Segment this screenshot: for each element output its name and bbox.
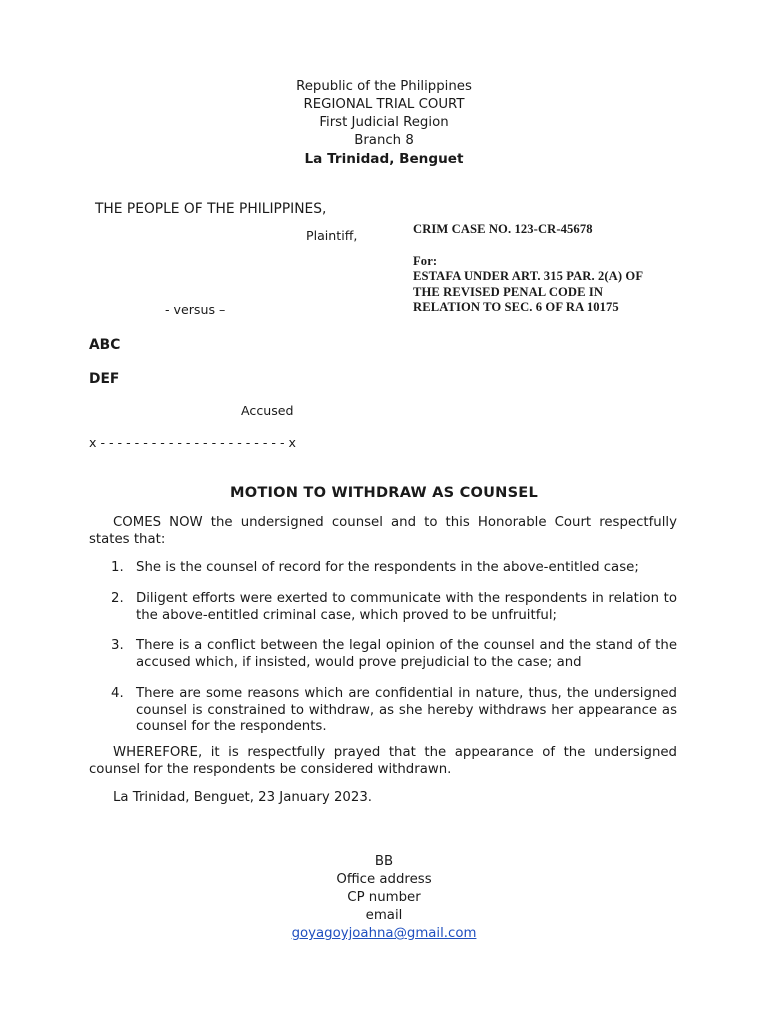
phone-number: CP number [347,890,421,905]
court-name: REGIONAL TRIAL COURT [303,97,465,112]
signatory-name: BB [374,854,394,869]
prayer-paragraph [89,745,677,778]
court-location: La Trinidad, Benguet [304,151,464,167]
offense-line: RELATION TO SEC. 6 OF RA 10175 [413,300,619,314]
date-line: La Trinidad, Benguet, 23 January 2023. [113,790,373,805]
accused-role: Accused [241,403,294,418]
list-item-number: 2. [111,591,124,606]
list-item-number: 1. [111,560,124,575]
versus-label: - versus – [165,302,226,317]
email-link[interactable]: goyagoyjoahna@gmail.com [291,926,477,941]
accused-name-1: ABC [89,337,121,353]
list-item-number: 3. [111,638,124,653]
office-address: Office address [336,872,432,887]
motion-title: MOTION TO WITHDRAW AS COUNSEL [230,484,538,501]
accused-name-2: DEF [89,371,120,387]
email-label: email [365,908,403,923]
list-item-number: 4. [111,686,124,701]
list-item-text: Diligent efforts were exerted to communicate with the respondents in relation to the above-entitled criminal case, which proved to be unfruitful; [136,591,677,623]
intro-paragraph [89,515,677,548]
branch: Branch 8 [354,133,414,148]
plaintiff-role: Plaintiff, [306,228,358,243]
list-item-text: There is a conflict between the legal opinion of the counsel and the stand of the accused which, if insisted, would prove prejudicial to the case; and [136,638,677,670]
republic-line: Republic of the Philippines [296,79,472,94]
judicial-region: First Judicial Region [319,115,449,130]
list-item-text: She is the counsel of record for the respondents in the above-entitled case; [136,560,639,575]
intro-text: COMES NOW the undersigned counsel and to this Honorable Court respectfully states that: [89,515,677,547]
offense-line: THE REVISED PENAL CODE IN [413,285,604,299]
case-for-label: For: [413,254,438,268]
list-item-text: There are some reasons which are confidential in nature, thus, the undersigned counsel is constrained to withdraw, as she hereby withdraws her appearance as counsel for the respondents. [136,686,677,734]
offense-line: ESTAFA UNDER ART. 315 PAR. 2(A) OF [413,269,644,283]
caption-separator: x - - - - - - - - - - - - - - - - - - - - - - x [89,435,296,450]
prayer-text: WHEREFORE, it is respectfully prayed that the appearance of the undersigned counsel for the respondents be considered withdrawn. [89,745,677,777]
email-row [0,925,768,943]
plaintiff-name: THE PEOPLE OF THE PHILIPPINES, [95,201,327,217]
case-number: CRIM CASE NO. 123-CR-45678 [413,222,593,236]
